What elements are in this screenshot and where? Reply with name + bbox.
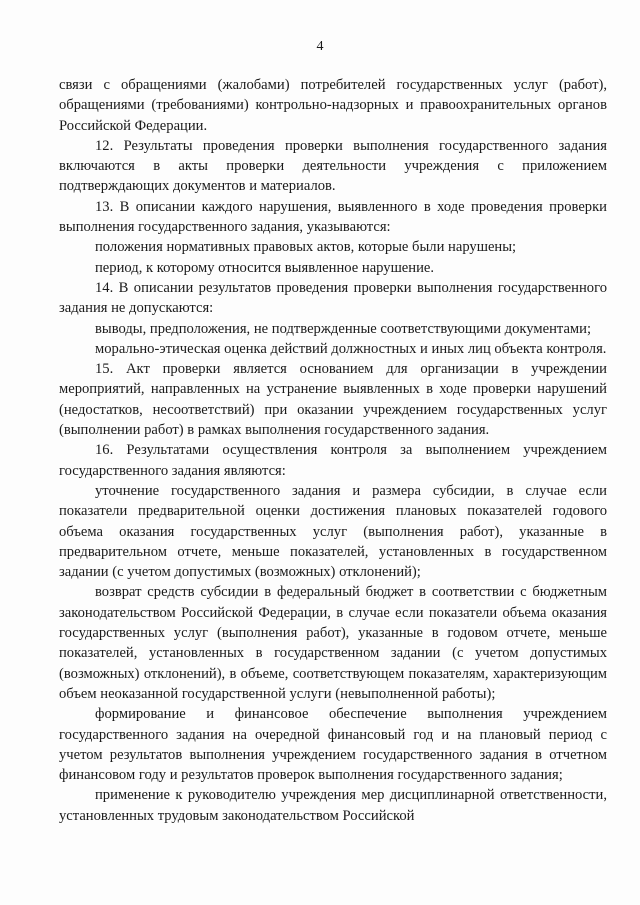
list-item-16-4: применение к руководителю учреждения мер дисциплинарной ответственности, установленных трудовым законодательством Российской (59, 787, 607, 824)
paragraph-14: 14. В описании результатов проведения проверки выполнения государственного задания не допускаются: (59, 279, 607, 317)
document-body (59, 75, 607, 826)
paragraph-continuation: связи с обращениями (жалобами) потребителей государственных услуг (работ), обращениями (требованиями) контрольно-надзорных и правоохранительных органов Российской Федерации. (59, 77, 607, 134)
paragraph-13: 13. В описании каждого нарушения, выявленного в ходе проведения проверки выполнения государственного задания, указываются: (59, 198, 607, 236)
paragraph-15: 15. Акт проверки является основанием для организации в учреждении мероприятий, направленных на устранение выявленных в ходе проверки нарушений (недостатков, несоответствий) при оказании учреждением государственных услуг (выполнении работ) в рамках выполнения государственного задания. (59, 361, 607, 439)
page-number: 4 (316, 39, 324, 54)
list-item-13-2: период, к которому относится выявленное нарушение. (95, 259, 435, 276)
paragraph-12: 12. Результаты проведения проверки выполнения государственного задания включаются в акты проверки деятельности учреждения с приложением подтверждающих документов и материалов. (59, 137, 607, 195)
list-item-16-2: возврат средств субсидии в федеральный бюджет в соответствии с бюджетным законодательством Российской Федерации, в случае если показатели объема оказания государственных услуг (выполнения работ), указанные в годовом отчете, меньше показателей, установленных в государственном задании (с учетом допустимых (возможных) отклонений), в объеме, соответствующем показателям, характеризующим объем неоказанной государственной услуги (невыполненной работы); (59, 584, 607, 702)
paragraph-16: 16. Результатами осуществления контроля за выполнением учреждением государственного задания являются: (59, 442, 607, 479)
list-item-14-2: морально-этическая оценка действий должностных и иных лиц объекта контроля. (95, 340, 607, 357)
list-item-16-1: уточнение государственного задания и размера субсидии, в случае если показатели предварительной оценки достижения плановых показателей годового объема оказания государственных услуг (выполнения работ), указанные в предварительном отчете, меньше показателей, установленных в государственном задании (с учетом допустимых (возможных) отклонений); (59, 482, 607, 581)
list-item-16-3: формирование и финансовое обеспечение выполнения учреждением государственного задания на очередной финансовый год и на плановый период с учетом результатов выполнения учреждением государственного задания в отчетном финансовом году и результатов проверок выполнения государственного задания; (59, 706, 607, 784)
list-item-13-1: положения нормативных правовых актов, которые были нарушены; (95, 239, 517, 256)
list-item-14-1: выводы, предположения, не подтвержденные соответствующими документами; (95, 320, 592, 337)
